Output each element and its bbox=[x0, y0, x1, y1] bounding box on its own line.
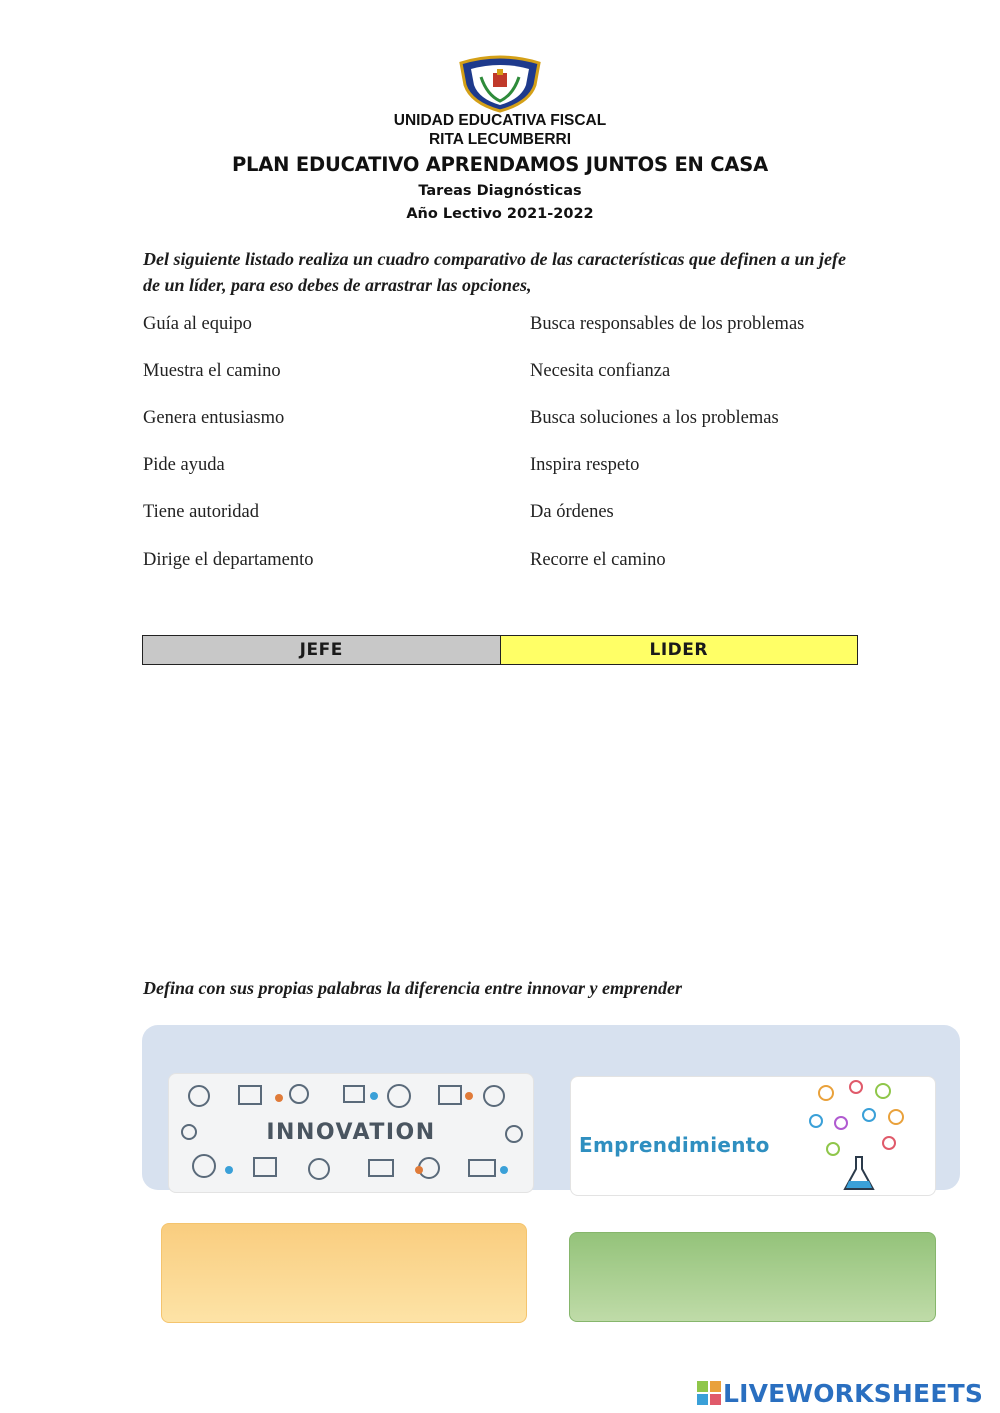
drag-option[interactable]: Guía al equipo bbox=[143, 314, 252, 334]
innovar-answer-box[interactable] bbox=[161, 1223, 527, 1323]
innovation-image bbox=[168, 1073, 534, 1193]
drag-option[interactable]: Da órdenes bbox=[530, 502, 614, 522]
innovation-label: INNOVATION bbox=[266, 1120, 436, 1145]
drag-option[interactable]: Tiene autoridad bbox=[143, 502, 259, 522]
school-crest-logo bbox=[457, 55, 543, 113]
drag-option[interactable]: Dirige el departamento bbox=[143, 550, 314, 570]
liveworksheets-brand bbox=[697, 1379, 983, 1407]
drag-option[interactable]: Genera entusiasmo bbox=[143, 408, 285, 428]
jefe-column-header[interactable]: JEFE bbox=[143, 636, 501, 664]
school-name-line2: RITA LECUMBERRI bbox=[428, 131, 572, 148]
drag-option[interactable]: Muestra el camino bbox=[143, 361, 281, 381]
lider-column-header[interactable]: LIDER bbox=[501, 636, 858, 664]
question-innovar-emprender: Defina con sus propias palabras la diferencia entre innovar y emprender bbox=[143, 978, 683, 998]
school-name: UNIDAD EDUCATIVA FISCAL bbox=[393, 112, 607, 129]
brand-name: LIVEWORKSHEETS bbox=[723, 1378, 984, 1408]
drag-option[interactable]: Necesita confianza bbox=[530, 361, 671, 381]
instruction-text: Del siguiente listado realiza un cuadro comparativo de las características que definen a un jefe de un líder, para eso debes de arrastrar las opciones, bbox=[143, 249, 846, 295]
emprender-answer-box[interactable] bbox=[569, 1232, 936, 1322]
drag-option[interactable]: Recorre el camino bbox=[530, 550, 666, 570]
plan-title: PLAN EDUCATIVO APRENDAMOS JUNTOS EN CASA bbox=[231, 153, 769, 176]
drag-option[interactable]: Busca responsables de los problemas bbox=[530, 314, 805, 334]
liveworksheets-logo-icon bbox=[697, 1381, 721, 1405]
emprendimiento-label: Emprendimiento bbox=[579, 1133, 770, 1157]
drag-option[interactable]: Busca soluciones a los problemas bbox=[530, 408, 779, 428]
tareas-subtitle: Tareas Diagnósticas bbox=[418, 183, 582, 199]
emprendimiento-image bbox=[570, 1076, 936, 1196]
drag-option[interactable]: Pide ayuda bbox=[143, 455, 225, 475]
drag-option[interactable]: Inspira respeto bbox=[530, 455, 640, 475]
school-year: Año Lectivo 2021-2022 bbox=[406, 206, 594, 222]
comparison-table-header bbox=[142, 635, 858, 665]
